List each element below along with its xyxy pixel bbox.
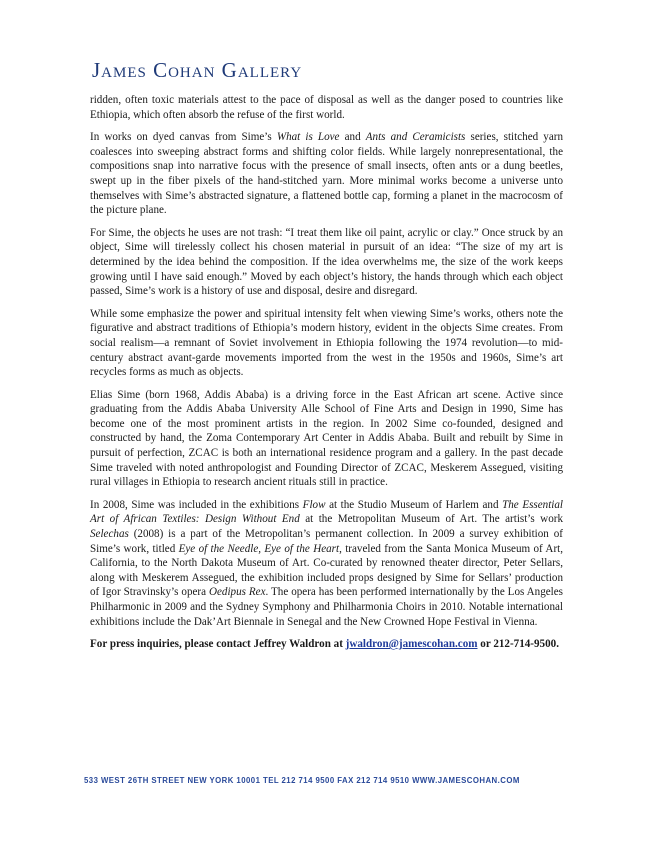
series-title: What is Love	[276, 131, 340, 144]
text-span: or 212-714-9500.	[477, 638, 559, 651]
exhibition-title: Flow	[302, 498, 326, 511]
text-span: In works on dyed canvas from Sime’s	[90, 131, 277, 144]
text-span: at the Studio Museum of Harlem and	[325, 498, 503, 511]
paragraph-6	[90, 498, 563, 629]
email-link[interactable]: jwaldron@jamescohan.com	[345, 638, 478, 651]
text-span: at the Metropolitan Museum of Art. The artist’s work	[299, 513, 563, 526]
opera-title: Oedipus Rex	[208, 586, 266, 599]
text-span: (2008) is a part of the Metropolitan’s permanent collection. In 2009 a survey exhibition of Sime’s work, titled	[90, 528, 563, 555]
paragraph-1: ridden, often toxic materials attest to the pace of disposal as well as the danger posed to countries like Ethiopia, which often absorb the refuse of the first world.	[90, 94, 563, 121]
paragraph-2	[90, 130, 563, 218]
gallery-logo-title: James Cohan Gallery	[92, 58, 303, 82]
exhibition-title: The Essential Art of African Textiles: Design Without End	[90, 498, 563, 526]
artwork-title: Selechas	[90, 528, 129, 541]
paragraph-3: For Sime, the objects he uses are not trash: “I treat them like oil paint, acrylic or clay.” Once struck by an object, Sime will tirelessly collect his chosen material in pursuit of an idea: “The size of my art is determined by the idea behind the composition. If the idea overwhelms me, the size of the work keeps growing until I have said enough.” Moved by each object’s history, the hands through which each object passed, Sime’s work is a history of use and disposal, desire and disregard.	[90, 226, 563, 298]
text-span: and	[339, 131, 366, 144]
exhibition-title: Eye of the Needle, Eye of the Heart	[178, 542, 340, 555]
paragraph-5: Elias Sime (born 1968, Addis Ababa) is a driving force in the East African art scene. Active since graduating from the Addis Ababa University Alle School of Fine Arts and Design in 1990, Sime has become one of the most prominent artists in the region. In 2002 Sime co-founded, designed and constructed by hand, the Zoma Contemporary Art Center in Addis Ababa. Built and rebuilt by Sime in pursuit of perfection, ZCAC is both an international residence program and a gallery. In the past decade Sime traveled with noted anthropologist and Founding Director of ZCAC, Meskerem Assegued, visiting rural villages in Ethiopia to research ancient rituals still in practice.	[90, 388, 563, 489]
text-span: . The opera has been performed internationally by the Los Angeles Philharmonic in 2009 and the Sydney Symphony and Philharmonia Choirs in 2010. Notable international exhibitions include the Dak’Art Biennale in Senegal and the New Crowned Hope Festival in Vienna.	[90, 586, 564, 628]
text-span: In 2008, Sime was included in the exhibitions	[90, 498, 303, 511]
series-title: Ants and Ceramicists	[365, 131, 466, 144]
press-release-body	[90, 93, 563, 660]
text-span: series, stitched yarn coalesces into sweeping abstract forms and shifting color fields. While largely nonrepresentational, the compositions snap into narrative focus with the presence of small insects, often ants or a dung beetles, swept up in the fiber pixels of the hand-stitched yarn. More minimal works become a universe unto themselves with Sime’s abstracted signature, a flattened bottle cap, forming a planet in the macrocosm of the picture plane.	[90, 131, 563, 217]
footer-address: 533 WEST 26TH STREET NEW YORK 10001 TEL 212 714 9500 FAX 212 714 9510 WWW.JAMESCOHAN.COM	[84, 776, 520, 785]
paragraph-4: While some emphasize the power and spiritual intensity felt when viewing Sime’s works, others note the figurative and abstract traditions of Ethiopia’s modern history, evident in the objects Sime creates. From social realism—a remnant of Soviet involvement in Ethiopia following the 1974 revolution—to mid-century abstract avant-garde movements imported from the west in the 1950s and 1960s, Sime’s art recycles forms as much as objects.	[90, 307, 563, 379]
text-span: For press inquiries, please contact Jeffrey Waldron at	[90, 638, 346, 651]
press-contact	[90, 637, 563, 652]
text-span: , traveled from the Santa Monica Museum of Art, California, to the North Dakota Museum of Art. Co-curated by renowned theater director, Peter Sellars, along with Meskerem Assegued, the exhibition included props designed by Sime for Sellars’ production of Igor Stravinsky’s opera	[90, 542, 563, 599]
